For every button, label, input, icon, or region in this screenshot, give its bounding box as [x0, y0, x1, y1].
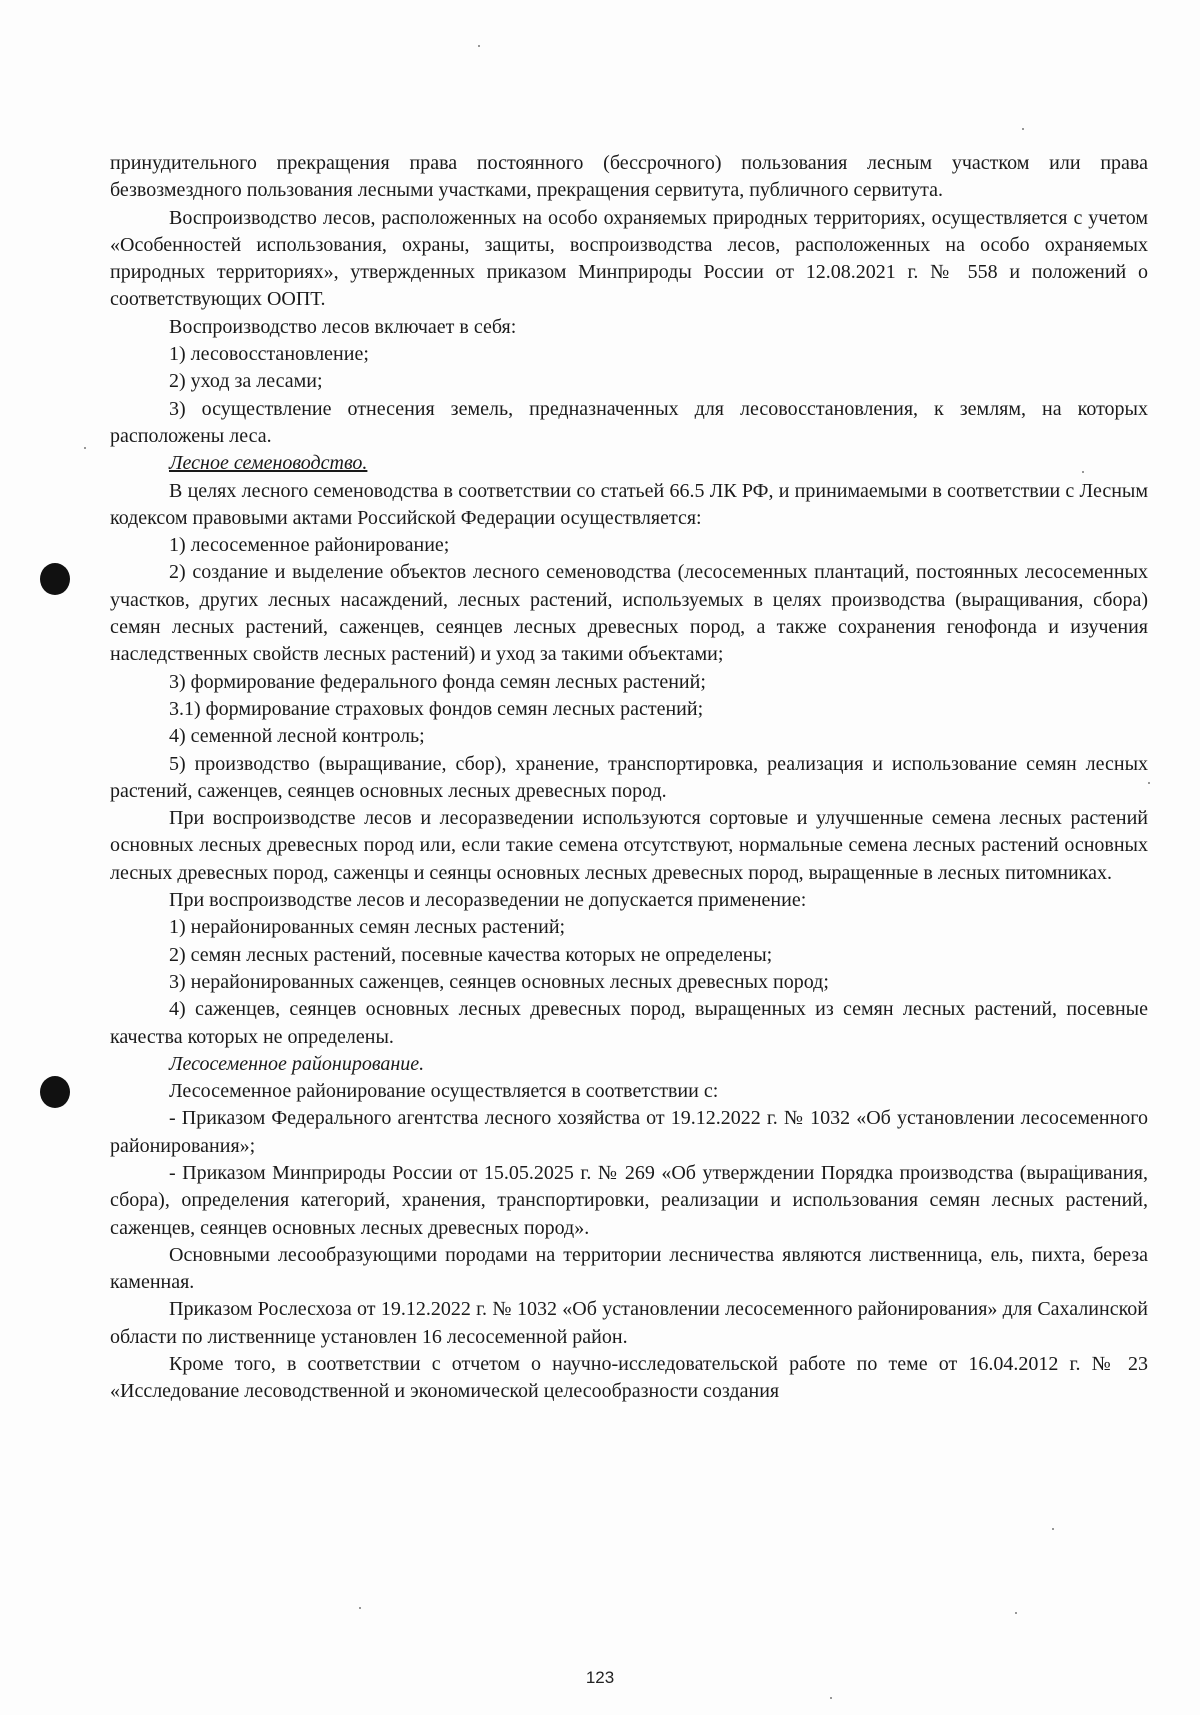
scan-speck — [478, 45, 480, 47]
paragraph-p26: Приказом Рослесхоза от 19.12.2022 г. № 1032 «Об установлении лесосеменного районирования» для Сахалинской области по лиственнице установлен 16 лесосеменной район. — [110, 1298, 1148, 1348]
document-body — [110, 150, 1148, 1406]
list-item: 3) нерайонированных саженцев, сеянцев основных лесных древесных пород; — [169, 970, 829, 993]
punch-hole-bottom — [40, 1076, 70, 1108]
list-item: 3) формирование федерального фонда семян лесных растений; — [169, 670, 706, 693]
list-item: 2) создание и выделение объектов лесного семеноводства (лесосеменных плантаций, постоянных лесосеменных участков, других лесных насаждений, лесных растений, используемых в целях производства (выращивания, сбора) семян лесных растений, саженцев, сеянцев лесных древесных пород, а также сохранения генофонда и изучения наследственных свойств лесных растений) и уход за такими объектами; — [110, 561, 1148, 666]
scan-speck — [1015, 1612, 1017, 1614]
page-number: 123 — [585, 1668, 615, 1687]
scan-speck — [1052, 1528, 1054, 1530]
list-item: 1) лесосеменное районирование; — [169, 534, 450, 557]
list-item: 4) саженцев, сеянцев основных лесных древесных пород, выращенных из семян лесных растений, посевные качества которых не определены. — [110, 998, 1148, 1048]
list-item: 1) лесовосстановление; — [169, 343, 369, 366]
paragraph-p16: При воспроизводстве лесов и лесоразведении не допускается применение: — [169, 889, 807, 912]
paragraph-p8: В целях лесного семеноводства в соответствии со статьей 66.5 ЛК РФ, и принимаемыми в соответствии с Лесным кодексом правовыми актами Российской Федерации осуществляется: — [110, 479, 1148, 529]
section-heading-seed-production — [110, 450, 1148, 477]
list-item: - Приказом Федерального агентства лесного хозяйства от 19.12.2022 г. № 1032 «Об установлении лесосеменного районирования»; — [110, 1107, 1148, 1157]
section-heading-text: Лесное семеноводство. — [169, 452, 368, 475]
list-item: 3) осуществление отнесения земель, предназначенных для лесовосстановления, к землям, на которых расположены леса. — [110, 397, 1148, 447]
paragraph-p27: Кроме того, в соответствии с отчетом о научно-исследовательской работе по теме от 16.04.2012 г. № 23 «Исследование лесоводственной и экономической целесообразности создания — [110, 1353, 1148, 1403]
list-item: - Приказом Минприроды России от 15.05.2025 г. № 269 «Об утверждении Порядка производства (выращивания, сбора), определения категорий, хранения, транспортировки, реализации и использования семян лесных растений, саженцев, сеянцев основных лесных древесных пород». — [110, 1161, 1148, 1239]
paragraph-p1: принудительного прекращения права постоянного (бессрочного) пользования лесным участком или права безвозмездного пользования лесными участками, прекращения сервитута, публичного сервитута. — [110, 152, 1148, 202]
scan-speck — [830, 1697, 832, 1699]
paragraph-p22: Лесосеменное районирование осуществляется в соответствии с: — [169, 1080, 719, 1103]
list-item: 1) нерайонированных семян лесных растений; — [169, 916, 566, 939]
list-item: 2) семян лесных растений, посевные качества которых не определены; — [169, 943, 773, 966]
paragraph-p25: Основными лесообразующими породами на территории лесничества являются лиственница, ель, пихта, береза каменная. — [110, 1243, 1148, 1294]
list-item: 3.1) формирование страховых фондов семян лесных растений; — [169, 697, 704, 720]
list-item: 2) уход за лесами; — [169, 370, 323, 393]
scan-speck — [1148, 782, 1150, 784]
paragraph-p15: При воспроизводстве лесов и лесоразведении используются сортовые и улучшенные семена лесных растений основных лесных древесных пород или, если такие семена отсутствуют, нормальные семена лесных растений основных лесных древесных пород, саженцы и сеянцы основных лесных древесных пород, выращенные в лесных питомниках. — [110, 807, 1148, 884]
paragraph-p3: Воспроизводство лесов включает в себя: — [169, 315, 517, 338]
section-heading-seed-zoning: Лесосеменное районирование. — [169, 1052, 425, 1075]
punch-hole-top — [40, 563, 70, 595]
list-item: 4) семенной лесной контроль; — [169, 725, 425, 748]
paragraph-p2: Воспроизводство лесов, расположенных на особо охраняемых природных территориях, осуществляется с учетом «Особенностей использования, охраны, защиты, воспроизводства лесов, расположенных на особо охраняемых природных территориях», утвержденных приказом Минприроды России от 12.08.2021 г. № 558 и положений о соответствующих ООПТ. — [110, 206, 1148, 311]
scan-speck — [1022, 128, 1024, 130]
scan-speck — [84, 447, 86, 449]
scan-speck — [359, 1607, 361, 1609]
list-item: 5) производство (выращивание, сбор), хранение, транспортировка, реализация и использование семян лесных растений, саженцев, сеянцев основных лесных древесных пород. — [110, 752, 1148, 802]
